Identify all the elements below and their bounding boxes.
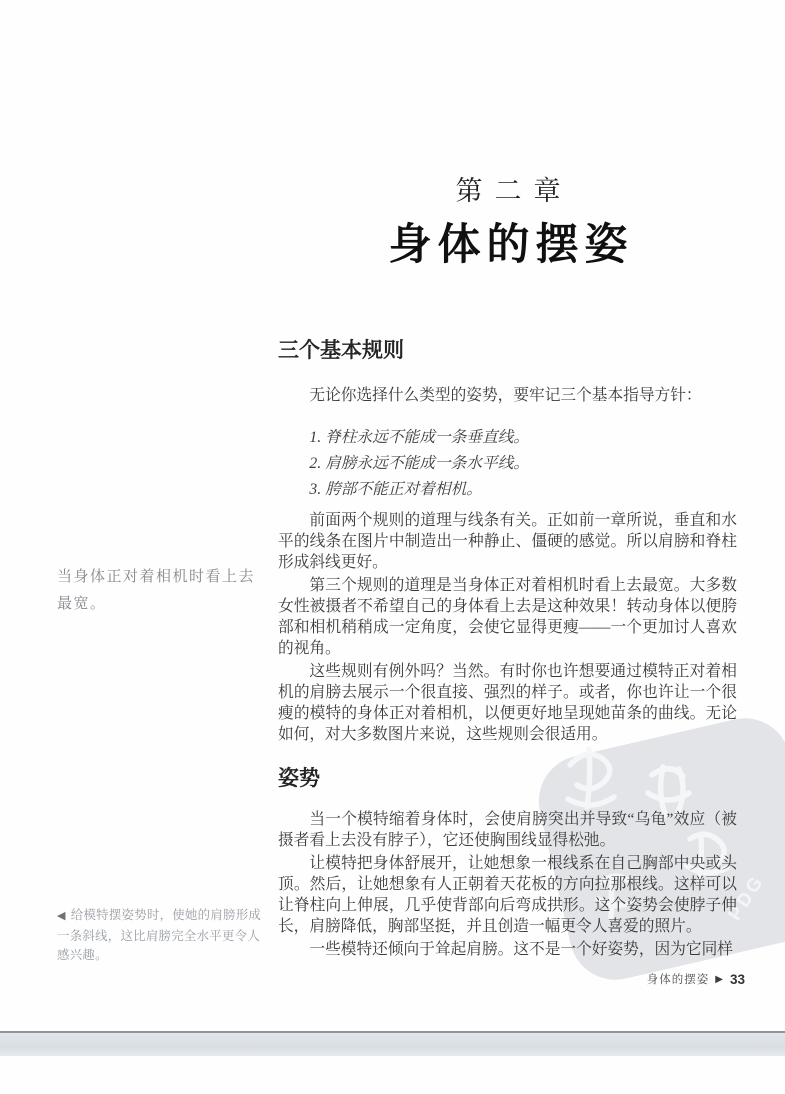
body-paragraph: 让模特把身体舒展开，让她想象一根线系在自己胸部中央或头顶。然后，让她想象有人正朝着天花板的方向拉那根线。这样可以让脊柱向上伸展，几乎使背部向后弯成拱形。这个姿势会使脖子伸长，肩膀降低，胸部坚挺，并且创造一幅更令人喜爱的照片。 xyxy=(278,855,737,935)
text-column xyxy=(278,338,737,960)
left-arrow-icon: ◀ xyxy=(57,910,66,922)
right-arrow-icon: ▶ xyxy=(715,973,724,985)
section-heading-posture: 姿势 xyxy=(278,767,320,790)
pdg-watermark-label: PDG xyxy=(724,870,769,925)
rule-item: 3. 胯部不能正对着相机。 xyxy=(309,481,482,498)
margin-note-text: 当身体正对着相机时看上去最宽。 xyxy=(57,568,256,612)
body-paragraph: 这些规则有例外吗？当然。有时你也许想要通过模特正对着相机的肩膀去展示一个很直接、强烈的样子。或者，你也许让一个很瘦的模特的身体正对着相机，以便更好地呈现她苗条的曲线。无论如何，对大多数图片来说，这些规则会很适用。 xyxy=(278,663,737,743)
body-paragraph: 前面两个规则的道理与线条有关。正如前一章所说，垂直和水平的线条在图片中制造出一种静止、僵硬的感觉。所以肩膀和脊柱形成斜线更好。 xyxy=(278,512,737,571)
chapter-title: 身体的摆姿 xyxy=(388,221,634,269)
body-paragraph: 第三个规则的道理是当身体正对着相机时看上去最宽。大多数女性被摄者不希望自己的身体看上去是这种效果！转动身体以便胯部和相机稍稍成一定角度，会使它显得更瘦——一个更加讨人喜欢的视角。 xyxy=(278,577,737,657)
body-paragraph: 当一个模特缩着身体时，会使肩膀突出并导致“乌龟”效应（被摄者看上去没有脖子），它还使胸围线显得松弛。 xyxy=(278,811,737,849)
margin-note-photo-caption xyxy=(57,906,269,966)
section-heading-basic-rules: 三个基本规则 xyxy=(278,339,404,362)
rule-item: 1. 脊柱永远不能成一条垂直线。 xyxy=(309,429,530,446)
page-number: 33 xyxy=(729,971,745,987)
page-footer xyxy=(647,971,745,987)
chapter-number: 第二章 xyxy=(455,176,573,206)
rules-list xyxy=(278,425,737,503)
body-paragraph: 一些模特还倾向于耸起肩膀。这不是一个好姿势，因为它同样 xyxy=(309,941,733,958)
page-edge-shadow xyxy=(0,1031,785,1056)
margin-note-text: 给模特摆姿势时，使她的肩膀形成一条斜线，这比肩膀完全水平更令人感兴趣。 xyxy=(57,908,262,962)
footer-running-title: 身体的摆姿 xyxy=(646,974,710,986)
margin-note-widest xyxy=(57,563,255,617)
body-paragraph: 无论你选择什么类型的姿势，要牢记三个基本指导方针： xyxy=(309,387,702,404)
rule-item: 2. 肩膀永远不能成一条水平线。 xyxy=(309,455,530,472)
